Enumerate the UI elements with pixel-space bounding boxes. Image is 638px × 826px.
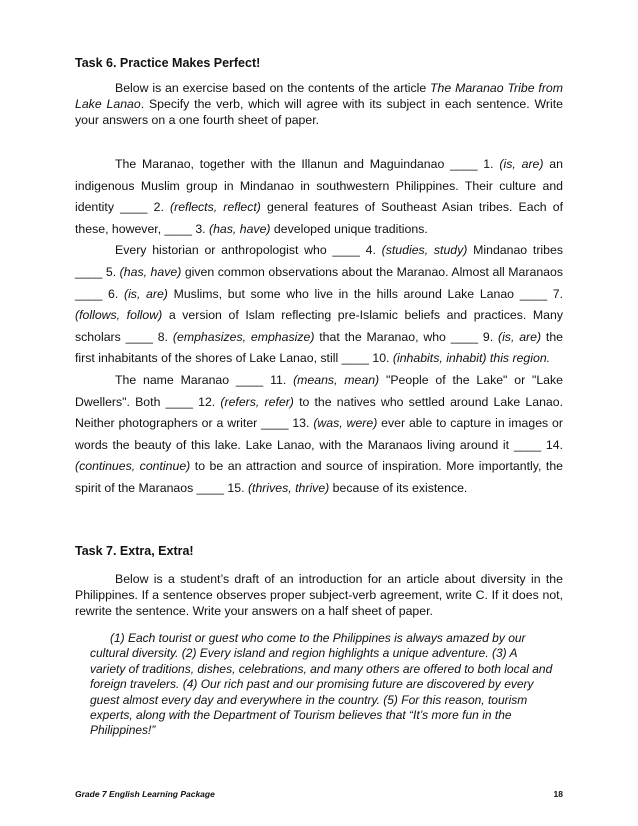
task6-passage [75,154,563,500]
article-title: The Maranao Tribe from Lake Lanao [75,81,563,111]
passage-paragraph-3: The name Maranao ____ 11. (means, mean) "People of the Lake" or "Lake Dwellers". Both ____ 12. (refers, refer) to the natives who settled around Lake Lanao. Neither photographers or a writer ____ 13. (was, were) ever able to capture in images or words the beauty of this lake. Lake Lanao, with the Maranaos living around it ____ 14. (continues, continue) to be an attraction and source of inspiration. More importantly, the spirit of the Maranaos ____ 15. (thrives, thrive) because of its existence. [75,372,564,495]
task7-instructions: Below is a student’s draft of an introduction for an article about diversity in the Philippines. If a sentence observes proper subject-verb agreement, write C. If it does not, rewrite the sentence. Write your answers on a half sheet of paper. [75,572,563,618]
footer-label: Grade 7 English Learning Package [75,789,215,799]
student-draft: (1) Each tourist or guest who come to the Philippines is always amazed by our cultural diversity. (2) Every island and region highlights a unique adventure. (3) A variety of traditions, dishes, celebrations, and many others are offered to both local and foreign travelers. (4) Our rich past and our promising future are discovered by every guest almost every day and everywhere in the country. (5) For this reason, tourism experts, along with the Department of Tourism believes that “It’s more fun in the Philippines!” [90,631,553,738]
task6-instructions: Below is an exercise based on the contents of the article The Maranao Tribe from Lake Lanao. Specify the verb, which will agree with its subject in each sentence. Write your answers on a one fourth sheet of paper. [75,81,563,127]
page-number: 18 [553,789,563,799]
passage-paragraph-2: Every historian or anthropologist who ____ 4. (studies, study) Mindanao tribes ____ 5. (has, have) given common observations about the Maranao. Almost all Maranaos ____ 6. (is, are) Muslims, but some who live in the hills around Lake Lanao ____ 7. (follows, follow) a version of Islam reflecting pre-Islamic beliefs and practices. Many scholars ____ 8. (emphasizes, emphasize) that the Maranao, who ____ 9. (is, are) the first inhabitants of the shores of Lake Lanao, still ____ 10. (inhabits, inhabit) this region. [75,243,564,366]
task6-heading: Task 6. Practice Makes Perfect! [75,56,261,70]
task7-heading: Task 7. Extra, Extra! [75,544,194,558]
page-footer [75,789,563,799]
passage-paragraph-1: The Maranao, together with the Illanun and Maguindanao ____ 1. (is, are) an indigenous Muslim group in Mindanao in southwestern Philippines. Their culture and identity ____ 2. (reflects, reflect) general features of Southeast Asian tribes. Each of these, however, ____ 3. (has, have) developed unique traditions. [75,157,563,236]
